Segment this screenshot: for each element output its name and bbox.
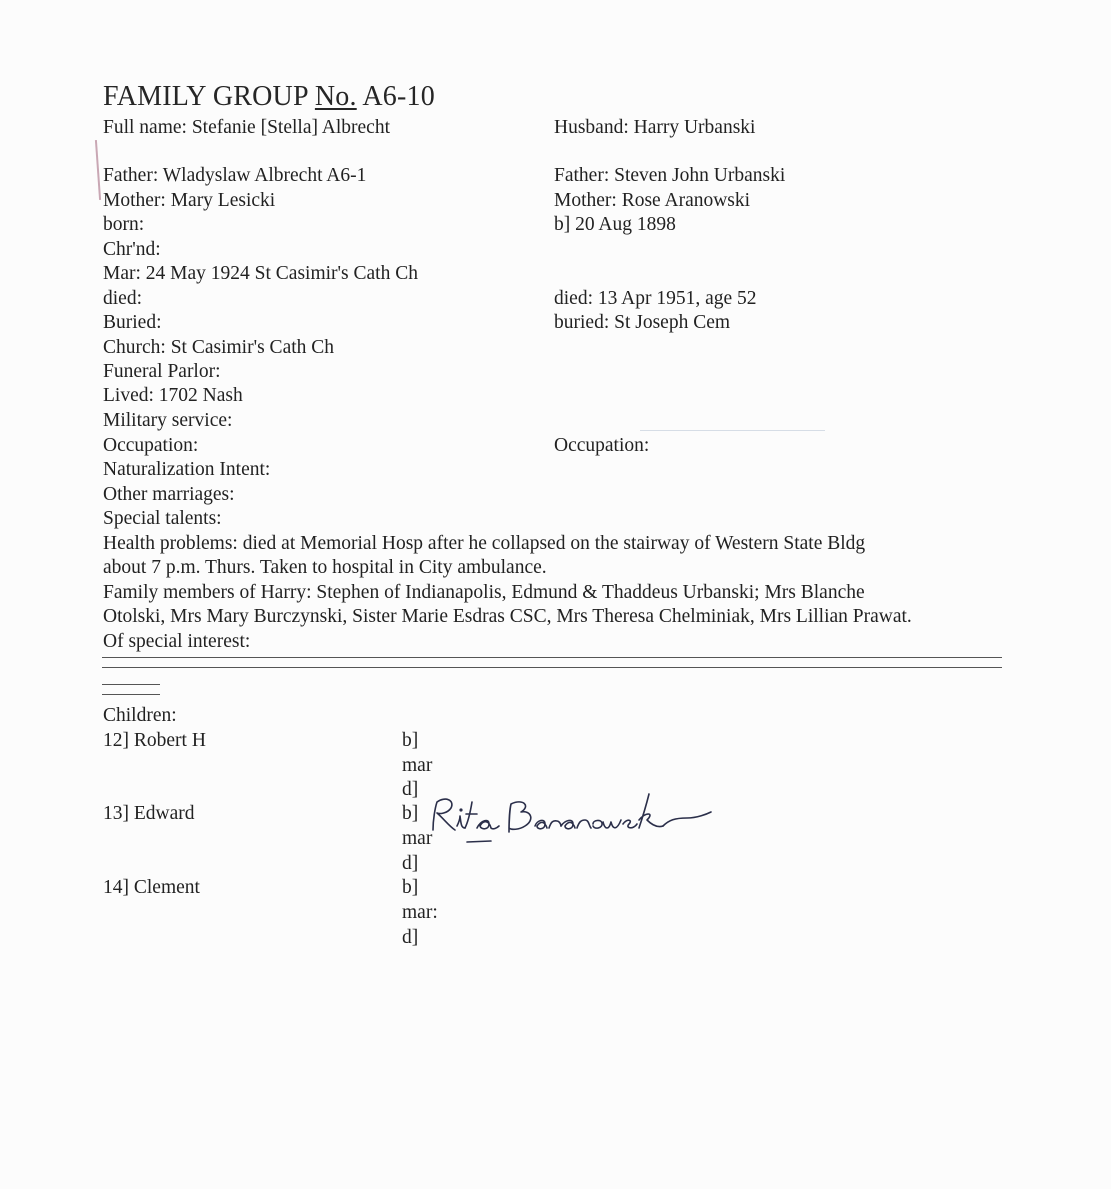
church: Church: St Casimir's Cath Ch bbox=[103, 337, 335, 358]
wife-born: born: bbox=[103, 214, 145, 235]
page-title bbox=[103, 80, 435, 114]
child-died: d] bbox=[402, 927, 419, 948]
child-married: mar: bbox=[402, 902, 438, 923]
family-members-cont: Otolski, Mrs Mary Burczynski, Sister Marie Esdras CSC, Mrs Theresa Chelminiak, Mrs Lillian Prawat. bbox=[103, 606, 912, 627]
health-problems: Health problems: died at Memorial Hosp after he collapsed on the stairway of Western State Bldg bbox=[103, 533, 866, 554]
child-married: mar bbox=[402, 755, 433, 776]
wife-christened: Chr'nd: bbox=[103, 239, 161, 260]
title-number-label: No. bbox=[314, 81, 357, 112]
margin-pen-mark bbox=[95, 140, 101, 200]
family-members: Family members of Harry: Stephen of Indianapolis, Edmund & Thaddeus Urbanski; Mrs Blanche bbox=[103, 582, 865, 603]
child-died: d] bbox=[402, 779, 419, 800]
husband-died: died: 13 Apr 1951, age 52 bbox=[554, 288, 757, 309]
husband-mother: Mother: Rose Aranowski bbox=[554, 190, 751, 211]
child-died: d] bbox=[402, 853, 419, 874]
faint-rule bbox=[640, 430, 825, 431]
title-code: A6-10 bbox=[356, 81, 435, 112]
child-born: b] bbox=[402, 877, 419, 898]
husband-name: Husband: Harry Urbanski bbox=[554, 117, 756, 138]
section-separator-tail bbox=[102, 684, 160, 695]
child-name: 12] Robert H bbox=[103, 730, 206, 751]
handwritten-spouse-note bbox=[425, 790, 725, 860]
section-separator bbox=[102, 657, 1002, 668]
funeral-parlor: Funeral Parlor: bbox=[103, 361, 221, 382]
military-service: Military service: bbox=[103, 410, 233, 431]
wife-mother: Mother: Mary Lesicki bbox=[103, 190, 276, 211]
special-interest: Of special interest: bbox=[103, 631, 251, 652]
wife-died: died: bbox=[103, 288, 142, 309]
special-talents: Special talents: bbox=[103, 508, 222, 529]
child-name: 14] Clement bbox=[103, 877, 200, 898]
title-prefix: FAMILY GROUP bbox=[103, 81, 315, 112]
wife-occupation: Occupation: bbox=[103, 435, 199, 456]
marriage: Mar: 24 May 1924 St Casimir's Cath Ch bbox=[103, 263, 418, 284]
husband-occupation: Occupation: bbox=[554, 435, 650, 456]
lived: Lived: 1702 Nash bbox=[103, 385, 243, 406]
children-heading: Children: bbox=[103, 705, 177, 726]
wife-father: Father: Wladyslaw Albrecht A6-1 bbox=[103, 165, 367, 186]
child-name: 13] Edward bbox=[103, 803, 195, 824]
other-marriages: Other marriages: bbox=[103, 484, 235, 505]
health-problems-cont: about 7 p.m. Thurs. Taken to hospital in City ambulance. bbox=[103, 557, 547, 578]
husband-buried: buried: St Joseph Cem bbox=[554, 312, 731, 333]
wife-full-name: Full name: Stefanie [Stella] Albrecht bbox=[103, 117, 391, 138]
child-born: b] bbox=[402, 730, 419, 751]
wife-buried: Buried: bbox=[103, 312, 162, 333]
husband-born: b] 20 Aug 1898 bbox=[554, 214, 676, 235]
child-married: mar bbox=[402, 828, 433, 849]
husband-father: Father: Steven John Urbanski bbox=[554, 165, 786, 186]
child-born: b] bbox=[402, 803, 419, 824]
naturalization-intent: Naturalization Intent: bbox=[103, 459, 271, 480]
